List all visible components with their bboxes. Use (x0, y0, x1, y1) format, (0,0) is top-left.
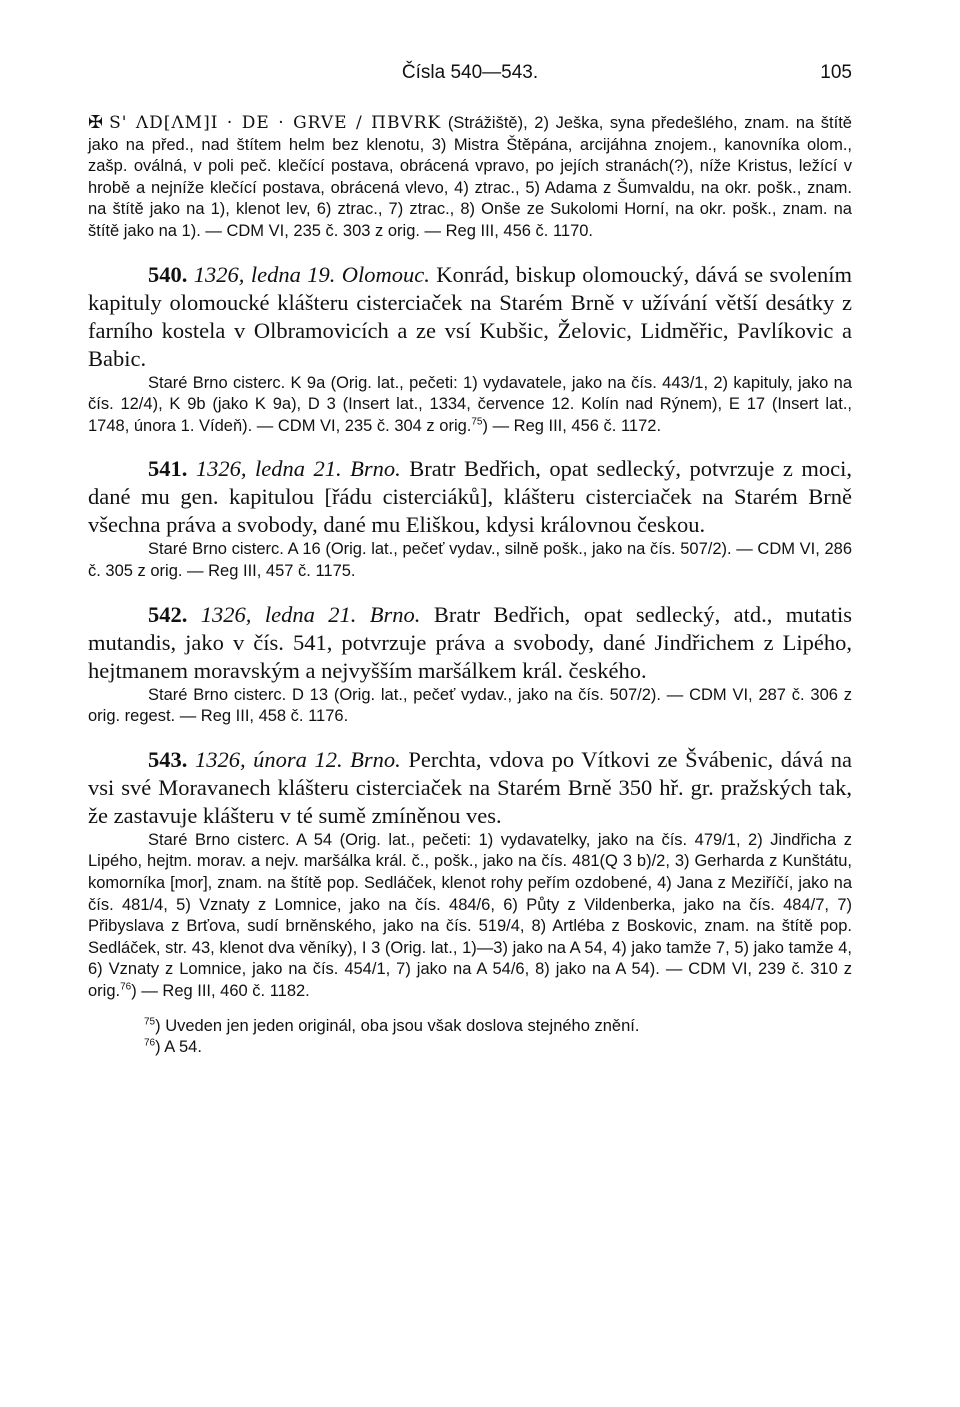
entry-source (88, 539, 852, 582)
running-header (88, 62, 852, 92)
footnote-text: ) Uveden jen jeden originál, oba jsou však doslova stejného znění. (155, 1017, 640, 1036)
entry-text: Perchta, vdova po Vítkovi ze Švábenic, dává na vsi své Moravanech klášteru cisterciaček na Starém Brně 350 hř. gr. pražských tak, že zastavuje klášteru v té sumě zmíněnou ves. (88, 746, 853, 828)
footnote-number: 75 (144, 1016, 156, 1028)
entry-number: 542. (148, 601, 188, 627)
seal-legend: S' ΛD[ΛM]I · DE · GRVE / ΠBVRK (109, 113, 442, 133)
page-number: 105 (820, 62, 852, 83)
entry-regest (88, 455, 852, 539)
entry-541 (88, 455, 852, 582)
footnote-text: ) A 54. (155, 1038, 202, 1057)
entry-text: Bratr Bedřich, opat sedlecký, potvrzuje z moci, dané mu gen. kapitulou [řádu cisterciáků], klášteru cisterciaček na Starém Brně všechna práva a svobody, dané mu Eliškou, kdysi královnou českou. (88, 456, 853, 538)
entry-number: 541. (148, 456, 188, 482)
intro-paragraph (88, 112, 852, 243)
entry-source (88, 830, 852, 1003)
entry-regest (88, 601, 852, 685)
footnote-75 (88, 1016, 852, 1037)
source-text: Staré Brno cisterc. A 16 (Orig. lat., pečeť vydav., silně pošk., jako na čís. 507/2). — CDM VI, 286 č. 305 z orig. — Reg III, 457 č. 1175. (88, 540, 852, 580)
source-text-end: ) — Reg III, 460 č. 1182. (131, 981, 310, 1000)
entry-text: Konrád, biskup olomoucký, dává se svolením kapituly olomoucké klášteru cisterciaček na Starém Brně v užívání větší desátky z farního kostela v Olbramovicích a ze vsí Kubšic, Želovic, Lidměřic, Pavlíkovic a Babic. (88, 261, 853, 371)
footnotes (88, 1016, 852, 1058)
entry-543 (88, 746, 852, 1003)
cross-icon: ✠ (88, 112, 104, 132)
entry-source (88, 685, 852, 728)
entry-text: Bratr Bedřich, opat sedlecký, atd., mutatis mutandis, jako v čís. 541, potvrzuje práva a svobody, dané Jindřichem z Lipého, hejtmanem moravským a nejvyšším maršálkem král. českého. (88, 601, 853, 683)
entry-542 (88, 601, 852, 728)
footnote-76 (88, 1037, 852, 1058)
entry-date: 1326, února 12. Brno. (194, 746, 401, 772)
entry-date: 1326, ledna 19. Olomouc. (193, 261, 430, 287)
entry-regest (88, 261, 852, 373)
entry-source (88, 373, 852, 438)
source-text: Staré Brno cisterc. A 54 (Orig. lat., pečeti: 1) vydavatelky, jako na čís. 479/1, 2) Jindřicha z Lipého, hejtm. morav. a nejv. maršálka král. č., pošk., jako na čís. 481(Q 3 b)/2, 3) Gerharda z Kunštátu, komorníka [mor], znam. na štítě pop. Sedláček, klenot rohy peřím ozdobené, 4) Jana z Meziříčí, jako na čís. 481/4, 5) Vznaty z Lomnice, jako na čís. 484/6, 6) Půty z Vildenberka, jako na čís. 484/7, 7) Přibyslava z Brťova, sudí brněnského, jako na čís. 519/4, 8) Artléba z Boskovic, znam. na štítě pop. Sedláček, str. 43, klenot dva věníky), I 3 (Orig. lat., 1)—3) jako na A 54, 4) jako tamže 7, 5) jako tamže 4, 6) Vznaty z Lomnice, jako na čís. 454/1, 7) jako na A 54/6, 8) jako na A 54). — CDM VI, 239 č. 310 z orig. (88, 830, 852, 1000)
entry-number: 543. (148, 746, 188, 772)
running-title: Čísla 540—543. (401, 62, 539, 83)
source-text-end: ) — Reg III, 456 č. 1172. (482, 416, 662, 435)
intro-text: (Strážiště), 2) Ješka, syna předešlého, znam. na štítě jako na před., nad štítem helm bez klenotu, 3) Mistra Štěpána, arcijáhna znojem., kanovníka olom., zašp. oválná, v poli peč. klečící postava, obrácená vpravo, po jejích stranách(?), níže Kristus, ležící v hrobě a nejníže klečící postava, obrácená vlevo, 4) ztrac., 5) Adama z Šumvaldu, na okr. pošk., znam. na štítě jako na 1), klenot lev, 6) ztrac., 7) ztrac., 8) Onše ze Sukolomi Horní, na okr. pošk., znam. na štítě jako na 1). — CDM VI, 235 č. 303 z orig. — Reg III, 456 č. 1170. (88, 114, 852, 240)
entry-date: 1326, ledna 21. Brno. (195, 456, 401, 482)
source-text: Staré Brno cisterc. D 13 (Orig. lat., pečeť vydav., jako na čís. 507/2). — CDM VI, 287 č. 306 z orig. regest. — Reg III, 458 č. 1176. (88, 685, 852, 726)
footnote-mark: 75 (471, 416, 483, 428)
entry-date: 1326, ledna 21. Brno. (200, 601, 421, 627)
entry-regest (88, 746, 852, 830)
page (88, 62, 852, 1058)
entry-number: 540. (148, 261, 188, 287)
entry-540 (88, 261, 852, 438)
footnote-number: 76 (144, 1037, 156, 1049)
footnote-mark: 76 (120, 981, 132, 993)
source-text: Staré Brno cisterc. K 9a (Orig. lat., pečeti: 1) vydavatele, jako na čís. 443/1, 2) kapituly, jako na čís. 12/4), K 9b (jako K 9a), D 3 (Insert lat., 1334, července 12. Kolín nad Rýnem), E 17 (Insert lat., 1748, února 1. Vídeň). — CDM VI, 235 č. 304 z orig. (88, 373, 852, 435)
